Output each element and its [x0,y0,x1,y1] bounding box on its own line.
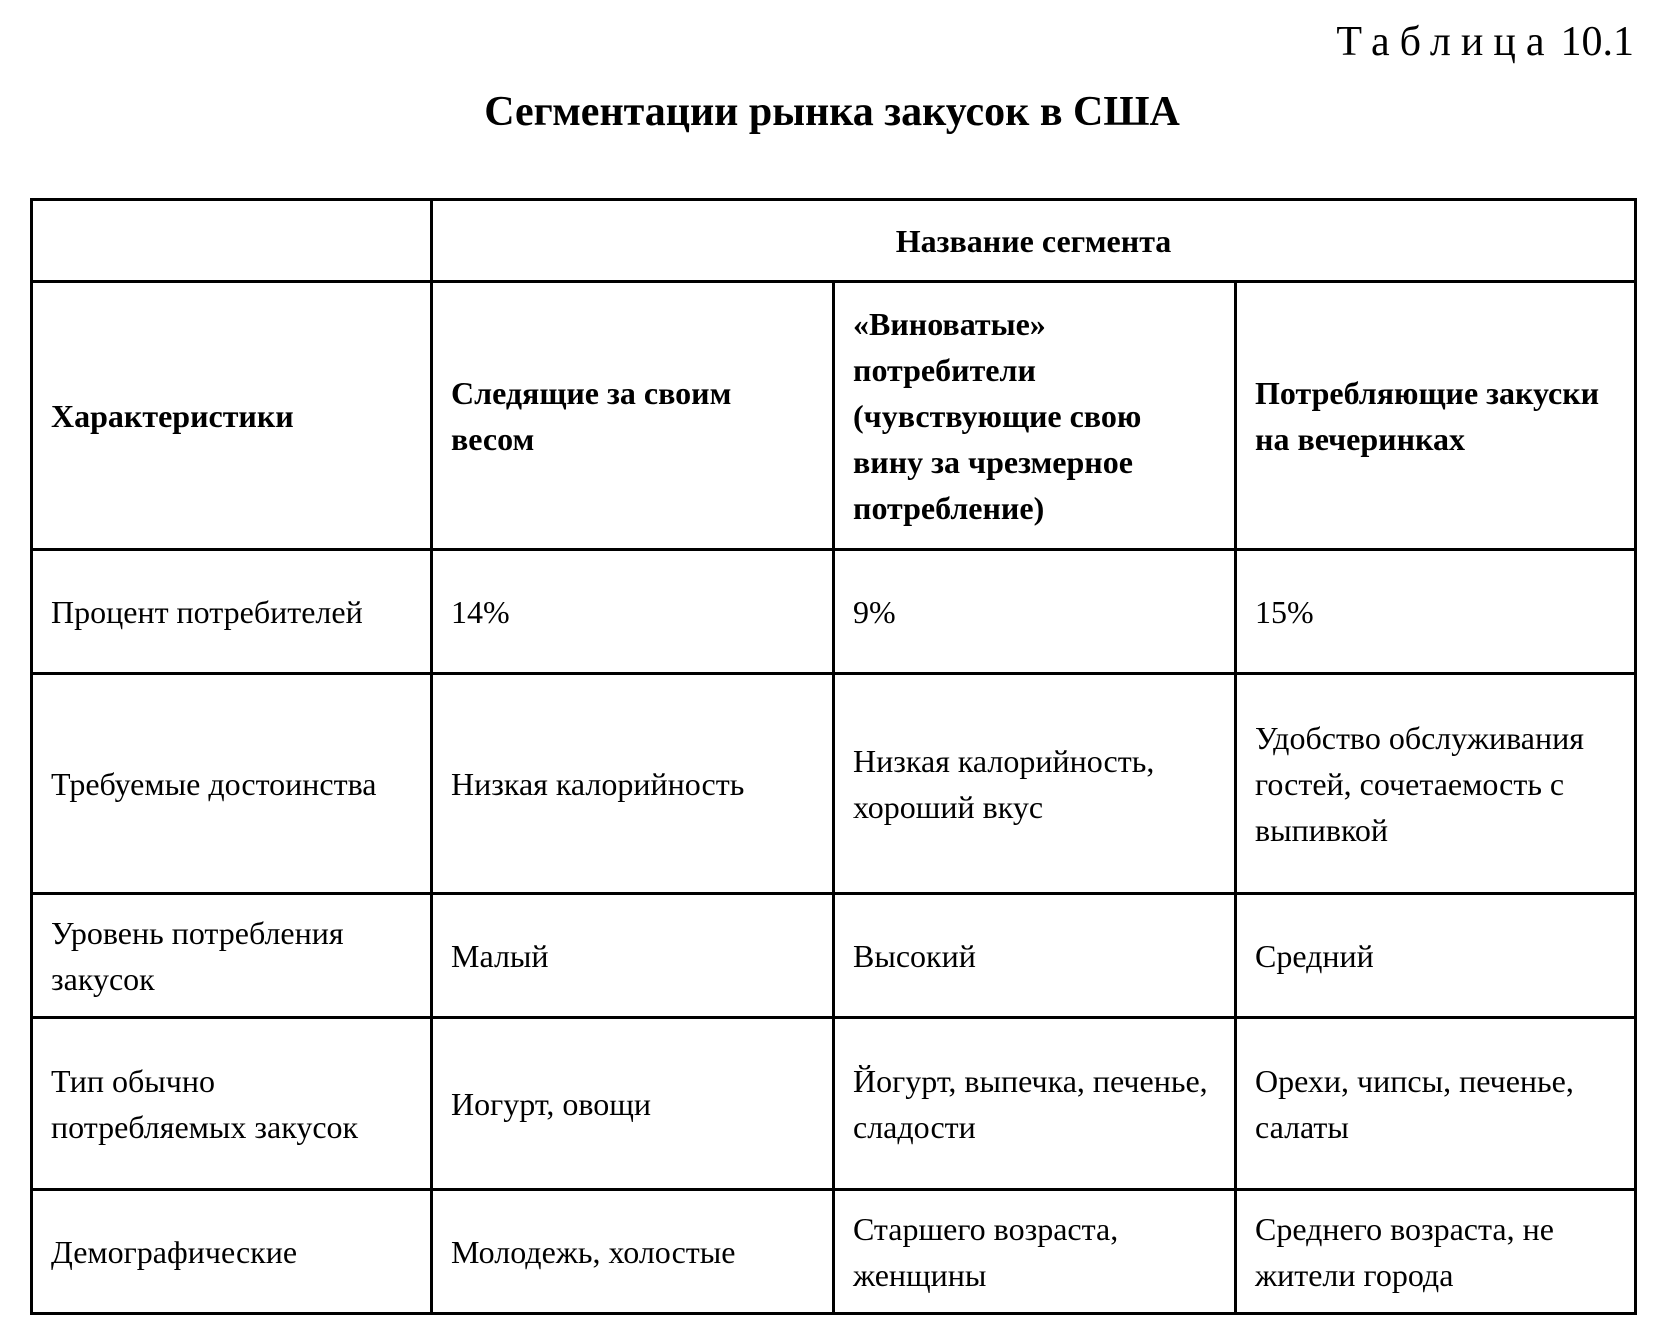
table-cell: Средний [1236,894,1636,1018]
segmentation-table [30,198,1637,1315]
page-title: Сегментации рынка закусок в США [484,89,1180,135]
row-label: Процент потребителей [32,550,432,674]
segment-header-guilty-consumers: «Виноватые» потребители (чувствующие свою вину за чрезмерное потребление) [834,282,1236,550]
row-label: Демографические [32,1190,432,1314]
characteristics-header: Характеристики [32,282,432,550]
table-cell: 9% [834,550,1236,674]
table-row [32,674,1636,894]
table-cell: Малый [432,894,834,1018]
table-cell: Низкая калорийность [432,674,834,894]
table-cell: Высокий [834,894,1236,1018]
table-cell: Йогурт, выпечка, печенье, сладости [834,1018,1236,1190]
segment-header-party-snackers: Потребляющие закуски на вечеринках [1236,282,1636,550]
table-cell: 14% [432,550,834,674]
table-cell: Среднего возраста, не жители города [1236,1190,1636,1314]
table-cell: Удобство обслуживания гостей, сочетаемость с выпивкой [1236,674,1636,894]
row-label: Уровень потребления закусок [32,894,432,1018]
table-number: 10.1 [1560,19,1634,65]
table-cell: 15% [1236,550,1636,674]
table-row [32,1018,1636,1190]
segment-header-row [32,282,1636,550]
segment-header-weight-watchers: Следящие за своим весом [432,282,834,550]
table-cell: Орехи, чипсы, печенье, салаты [1236,1018,1636,1190]
table-cell: Молодежь, холостые [432,1190,834,1314]
table-row [32,1190,1636,1314]
row-label: Тип обычно потребляемых закусок [32,1018,432,1190]
row-label: Требуемые достоинства [32,674,432,894]
empty-corner-cell [32,200,432,282]
segment-group-header: Название сегмента [432,200,1636,282]
group-header-row [32,200,1636,282]
table-row [32,894,1636,1018]
table-label-word: Таблица [1336,19,1555,65]
table-row [32,550,1636,674]
table-cell: Низкая калорийность, хороший вкус [834,674,1236,894]
table-cell: Старшего возраста, женщины [834,1190,1236,1314]
table-label [1336,18,1634,66]
table-cell: Иогурт, овощи [432,1018,834,1190]
